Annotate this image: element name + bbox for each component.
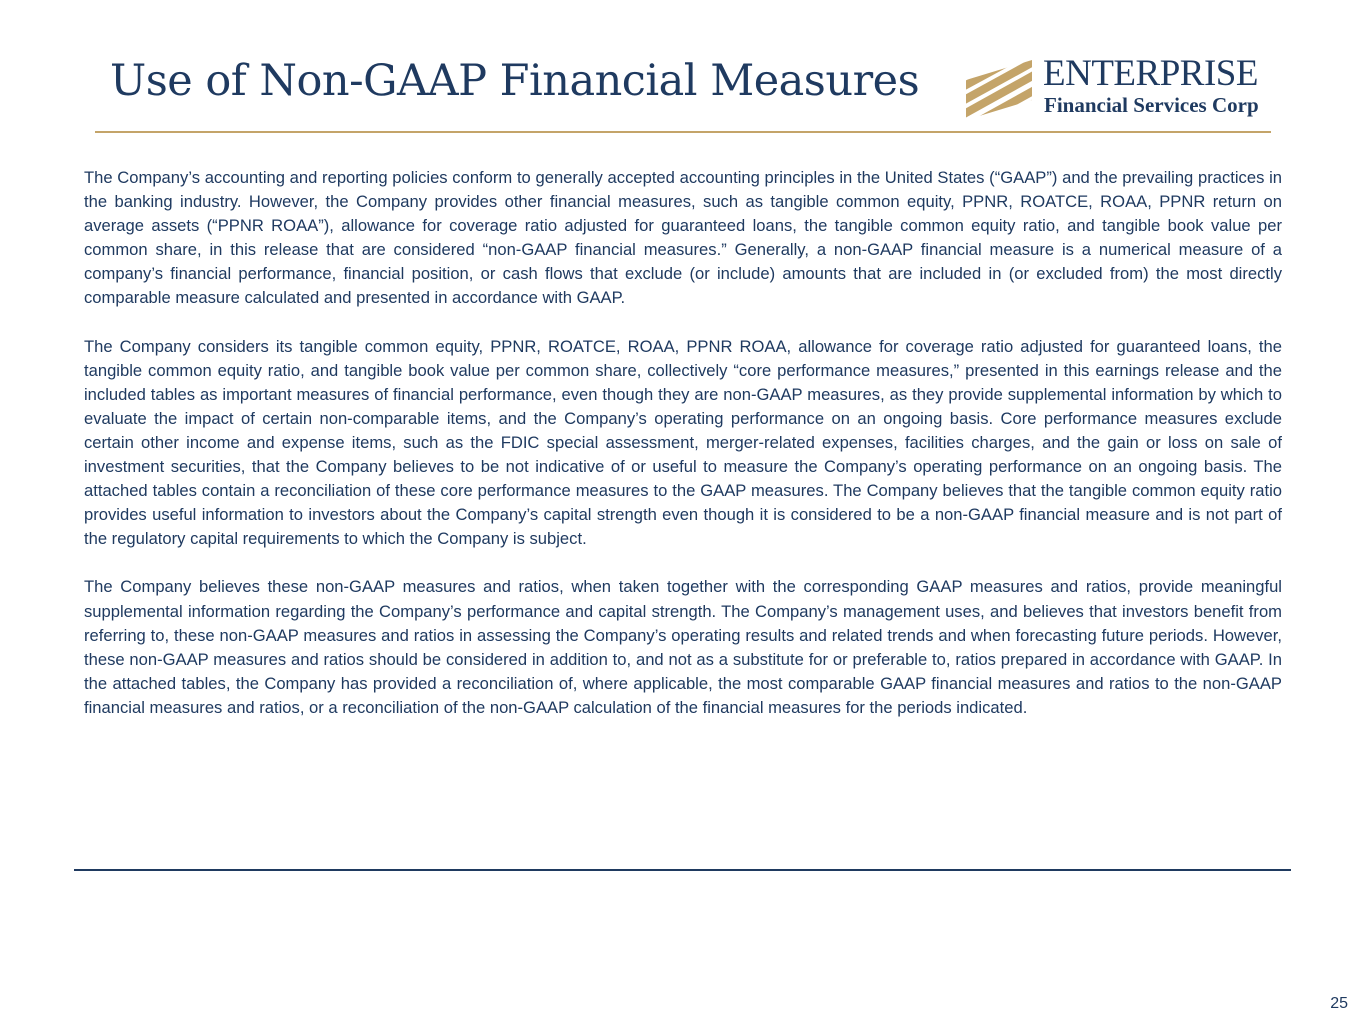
title-divider: [95, 131, 1271, 133]
page-number: 25: [1330, 995, 1348, 1012]
paragraph-gaap-policies: The Company’s accounting and reporting policies conform to generally accepted accounting principles in the United States (“GAAP”) and the prevailing practices in the banking industry. However, the Company provides other financial measures, such as tangible common equity, PPNR, ROATCE, ROAA, PPNR return on average assets (“PPNR ROAA”), allowance for coverage ratio adjusted for guaranteed loans, the tangible common equity ratio, and tangible book value per common share, in this release that are considered “non-GAAP financial measures.” Generally, a non-GAAP financial measure is a numerical measure of a company’s financial performance, financial position, or cash flows that exclude (or include) amounts that are included in (or excluded from) the most directly comparable measure calculated and presented in accordance with GAAP.: [84, 168, 1282, 308]
footer-divider: [74, 869, 1291, 871]
enterprise-stripes-logo-icon: [962, 58, 1036, 122]
logo-name: ENTERPRISE: [1043, 53, 1258, 94]
page-title: Use of Non-GAAP Financial Measures: [110, 56, 920, 106]
body-text: [84, 166, 1282, 744]
paragraph-supplemental-information: The Company believes these non-GAAP measures and ratios, when taken together with the corresponding GAAP measures and ratios, provide meaningful supplemental information regarding the Company’s performance and capital strength. The Company’s management uses, and believes that investors benefit from referring to, these non-GAAP measures and ratios in assessing the Company’s operating results and related trends and when forecasting future periods. However, these non-GAAP measures and ratios should be considered in addition to, and not as a substitute for or preferable to, ratios prepared in accordance with GAAP. In the attached tables, the Company has provided a reconciliation of, where applicable, the most comparable GAAP financial measures and ratios to the non-GAAP financial measures and ratios, or a reconciliation of the non-GAAP calculation of the financial measures for the periods indicated.: [84, 577, 1282, 717]
logo-subtitle: Financial Services Corp: [1044, 93, 1259, 117]
paragraph-core-performance-measures: The Company considers its tangible common equity, PPNR, ROATCE, ROAA, PPNR ROAA, allowance for coverage ratio adjusted for guaranteed loans, the tangible common equity ratio, and tangible book value per common share, collectively “core performance measures,” presented in this earnings release and the included tables as important measures of financial performance, even though they are non-GAAP measures, as they provide supplemental information by which to evaluate the impact of certain non-comparable items, and the Company’s operating performance on an ongoing basis. Core performance measures exclude certain other income and expense items, such as the FDIC special assessment, merger-related expenses, facilities charges, and the gain or loss on sale of investment securities, that the Company believes to be not indicative of or useful to measure the Company’s operating performance on an ongoing basis. The attached tables contain a reconciliation of these core performance measures to the GAAP measures. The Company believes that the tangible common equity ratio provides useful information to investors about the Company’s capital strength even though it is considered to be a non-GAAP financial measure and is not part of the regulatory capital requirements to which the Company is subject.: [84, 336, 1282, 549]
company-logo: [962, 53, 1274, 122]
